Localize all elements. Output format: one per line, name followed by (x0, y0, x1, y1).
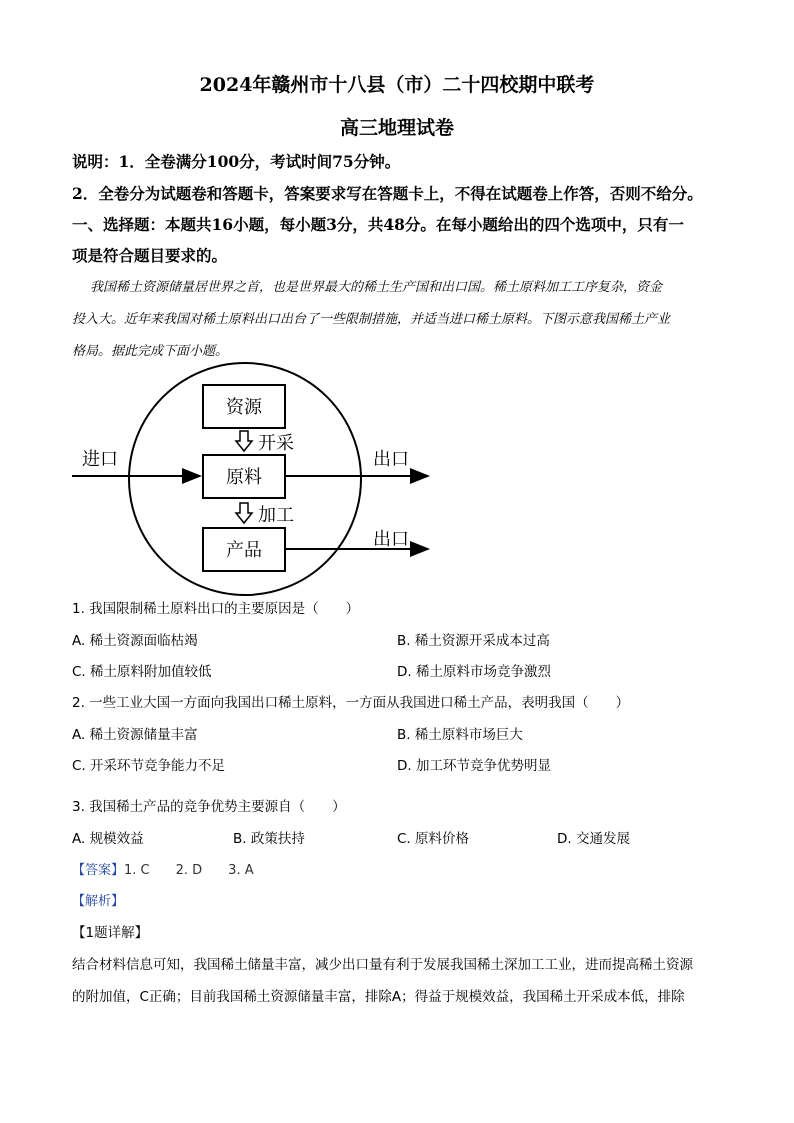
passage-line-1: 我国稀土资源储量居世界之首，也是世界最大的稀土生产国和出口国。稀土原料加工工序复杂，资金 (90, 280, 663, 295)
question-1-option-d[interactable]: D. 稀土原料市场竞争激烈 (397, 664, 551, 680)
question-2-option-c[interactable]: C. 开采环节竞争能力不足 (72, 758, 226, 774)
question-1-option-b[interactable]: B. 稀土资源开采成本过高 (397, 633, 550, 649)
analysis-label-line (72, 890, 124, 909)
analysis-line-1: 结合材料信息可知，我国稀土储量丰富，减少出口量有利于发展我国稀土深加工工业，进而提高稀土资源 (72, 957, 693, 973)
resource-box-label: 资源 (226, 397, 262, 418)
answer-values: 1. C 2. D 3. A (124, 863, 254, 878)
question-3-option-d[interactable]: D. 交通发展 (557, 831, 630, 847)
section-heading-line-2: 项是符合题目要求的。 (72, 246, 228, 265)
mining-label: 开采 (258, 433, 294, 454)
answer-label: 【答案】 (72, 863, 125, 878)
answer-line (72, 859, 254, 878)
processing-label: 加工 (258, 505, 294, 526)
exam-subtitle: 高三地理试卷 (339, 117, 454, 139)
question-1-option-a[interactable]: A. 稀土资源面临枯竭 (72, 633, 198, 649)
product-export-label: 出口 (373, 529, 409, 550)
instruction-line-2: 2．全卷分为试题卷和答题卡，答案要求写在答题卡上，不得在试题卷上作答，否则不给分。 (72, 184, 703, 203)
passage-line-3: 格局。据此完成下面小题。 (72, 344, 229, 359)
processing-hollow-arrow (236, 503, 252, 523)
question-3-stem: 3. 我国稀土产品的竞争优势主要源自（ ） (72, 799, 346, 815)
product-box-label: 产品 (226, 540, 262, 561)
analysis-line-2: 的附加值，C正确；目前我国稀土资源储量丰富，排除A；得益于规模效益，我国稀土开采成本低，排除 (72, 989, 685, 1005)
rare-earth-industry-diagram (0, 355, 794, 605)
analysis-label: 【解析】 (72, 894, 125, 909)
mining-hollow-arrow (236, 431, 252, 451)
question-3-option-c[interactable]: C. 原料价格 (397, 831, 470, 847)
material-box-label: 原料 (226, 467, 262, 488)
detail-label: 【1题详解】 (72, 925, 149, 941)
question-2-option-a[interactable]: A. 稀土资源储量丰富 (72, 727, 198, 743)
material-export-label: 出口 (373, 449, 409, 470)
instruction-line-1: 说明：1．全卷满分100分，考试时间75分钟。 (72, 152, 401, 171)
question-2-option-b[interactable]: B. 稀土原料市场巨大 (397, 727, 523, 743)
question-1-stem: 1. 我国限制稀土原料出口的主要原因是（ ） (72, 601, 360, 617)
question-2-stem: 2. 一些工业大国一方面向我国出口稀土原料，一方面从我国进口稀土产品，表明我国（ ） (72, 695, 630, 711)
question-1-option-c[interactable]: C. 稀土原料附加值较低 (72, 664, 212, 680)
exam-title: 2024年赣州市十八县（市）二十四校期中联考 (199, 74, 595, 96)
passage-line-2: 投入大。近年来我国对稀土原料出口出台了一些限制措施，并适当进口稀土原料。下图示意我国稀土产业 (72, 312, 671, 327)
question-3-option-a[interactable]: A. 规模效益 (72, 831, 144, 847)
question-2-option-d[interactable]: D. 加工环节竞争优势明显 (397, 758, 551, 774)
section-heading-line-1: 一、选择题：本题共16小题，每小题3分，共48分。在每小题给出的四个选项中，只有一 (72, 215, 684, 234)
question-3-option-b[interactable]: B. 政策扶持 (233, 831, 305, 847)
import-label: 进口 (82, 449, 118, 470)
